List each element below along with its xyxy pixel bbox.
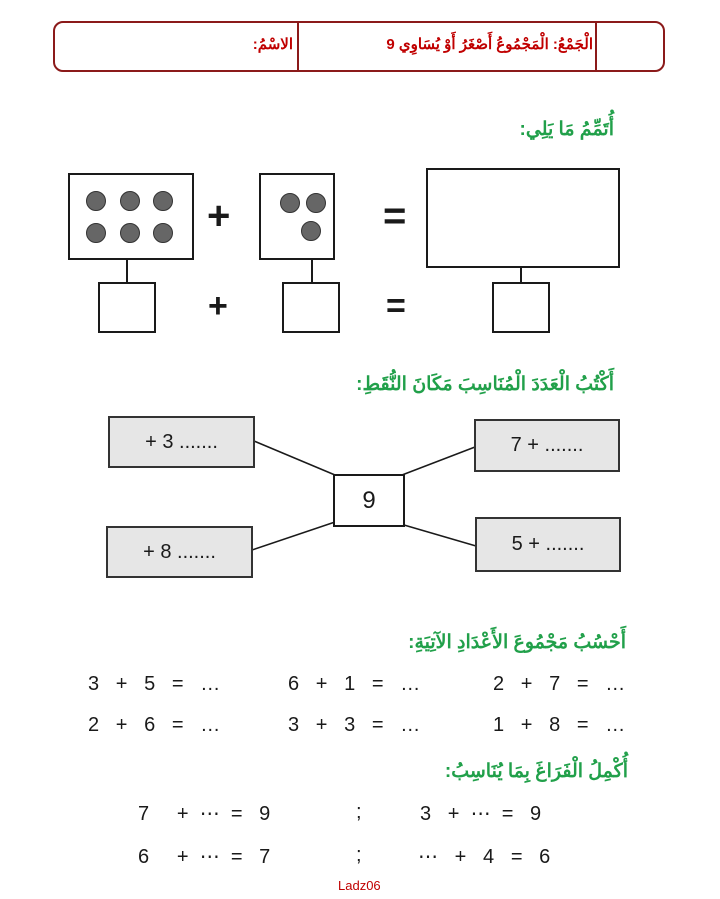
- equals-sign: =: [383, 194, 407, 238]
- section2-title: أَكْتُبُ الْعَدَدَ الْمُنَاسِبَ مَكَانَ النُّقَطِ:: [356, 374, 614, 395]
- section4-title: أُكْمِلُ الْفَرَاغَ بِمَا يُنَاسِبُ:: [444, 761, 628, 782]
- blank-box-bottom-right[interactable]: 5 + .......: [475, 517, 621, 572]
- name-label: الاسْمُ:: [252, 36, 293, 53]
- sum-exercise: 3 + 3 = …: [288, 714, 421, 736]
- separator: ;: [356, 844, 362, 866]
- plus-sign-lower: +: [208, 287, 228, 325]
- sum-exercise: 3 + 5 = …: [88, 673, 221, 695]
- footer-credit: Ladz06: [338, 878, 381, 893]
- worksheet-title: الْجَمْعُ: الْمَجْمُوعُ أَصْغَرُ أَوْ يُسَاوِي 9: [386, 36, 593, 53]
- blank-box-top-right[interactable]: 7 + .......: [474, 419, 620, 472]
- fill-exercise: 7 + ⋯ = 9: [138, 803, 271, 825]
- blank-box-bottom-left[interactable]: + 8 .......: [106, 526, 253, 578]
- equals-sign-lower: =: [386, 287, 406, 325]
- fill-exercise: 3 + ⋯ = 9: [420, 803, 542, 825]
- plus-sign: +: [207, 194, 231, 238]
- fill-exercise: ⋯ + 4 = 6: [418, 846, 551, 868]
- sum-exercise: 1 + 8 = …: [493, 714, 626, 736]
- sum-exercise: 6 + 1 = …: [288, 673, 421, 695]
- sum-exercise: 2 + 7 = …: [493, 673, 626, 695]
- section3-title: أَحْسُبُ مَجْمُوعَ الأَعْدَادِ الآتِيَةِ:: [408, 632, 626, 653]
- section1-title: أُتَمِّمُ مَا يَلِي:: [519, 119, 614, 140]
- separator: ;: [356, 801, 362, 823]
- fill-exercise: 6 + ⋯ = 7: [138, 846, 271, 868]
- blank-box-top-left[interactable]: + 3 .......: [108, 416, 255, 468]
- sum-exercise: 2 + 6 = …: [88, 714, 221, 736]
- center-number-box: 9: [333, 474, 405, 527]
